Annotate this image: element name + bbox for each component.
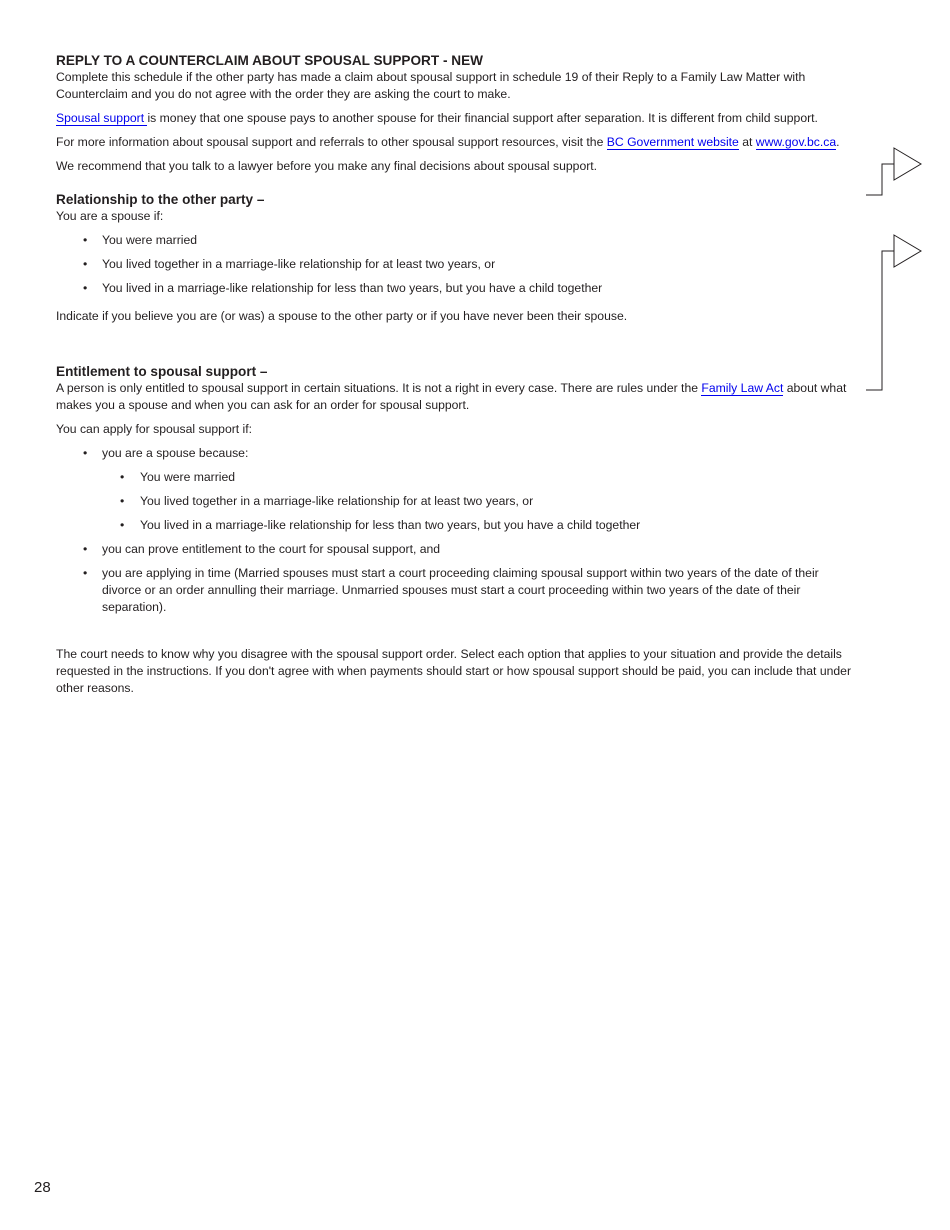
entitlement-text-after: about what makes you a spouse and when you can ask for an order for spousal support. bbox=[56, 381, 847, 412]
list-item: • you are applying in time (Married spouses must start a court proceeding claiming spousal support within two years of the date of their divorce or an order annulling their marriage. Unmarried spouses must start a court proceeding within two years of the date of their separation). bbox=[56, 565, 856, 616]
info-text-before: For more information about spousal support and referrals to other spousal support resources, visit the bbox=[56, 135, 607, 149]
spouse-criteria-list bbox=[56, 469, 856, 534]
gov-bc-ca-link[interactable]: www.gov.bc.ca bbox=[755, 135, 837, 149]
definition-text: is money that one spouse pays to another spouse for their financial support after separation. It is different from child support. bbox=[147, 111, 818, 125]
entitlement-heading: Entitlement to spousal support – bbox=[56, 364, 268, 379]
relationship-list bbox=[56, 232, 856, 297]
relationship-heading: Relationship to the other party – bbox=[56, 192, 265, 207]
list-item bbox=[56, 445, 856, 534]
list-item-text: you are a spouse because: bbox=[102, 446, 249, 460]
entitlement-paragraph bbox=[56, 380, 856, 414]
document-body bbox=[56, 52, 856, 697]
list-item: • You lived together in a marriage-like relationship for at least two years, or bbox=[56, 256, 856, 273]
entitlement-list bbox=[56, 445, 856, 616]
page-title: REPLY TO A COUNTERCLAIM ABOUT SPOUSAL SUPPORT - NEW bbox=[56, 53, 483, 68]
list-item: • You lived in a marriage-like relationship for less than two years, but you have a child together bbox=[56, 517, 856, 534]
list-item: • You lived in a marriage-like relationship for less than two years, but you have a child together bbox=[56, 280, 856, 297]
closing-paragraph: The court needs to know why you disagree with the spousal support order. Select each option that applies to your situation and provide the details requested in the instructions. If you don't agree with when payments should start or how spousal support should be paid, you can include that under other reasons. bbox=[56, 647, 852, 695]
relationship-lead: You are a spouse if: bbox=[56, 209, 164, 223]
entitlement-text-before: A person is only entitled to spousal support in certain situations. It is not a right in every case. There are rules under the bbox=[56, 381, 702, 395]
info-paragraph bbox=[56, 134, 856, 151]
bracket-arrow-icon[interactable] bbox=[866, 146, 926, 198]
list-item: • You lived together in a marriage-like relationship for at least two years, or bbox=[56, 493, 856, 510]
bc-government-link[interactable]: BC Government website bbox=[606, 135, 739, 149]
intro-paragraph: Complete this schedule if the other party has made a claim about spousal support in schedule 19 of their Reply to a Family Law Matter with Counterclaim and you do not agree with the order they are asking the court to make. bbox=[56, 70, 806, 101]
list-item: • You were married bbox=[56, 469, 856, 486]
entitlement-lead: You can apply for spousal support if: bbox=[56, 422, 253, 436]
spousal-support-link[interactable]: Spousal support bbox=[56, 111, 148, 125]
list-item: • you can prove entitlement to the court for spousal support, and bbox=[56, 541, 856, 558]
page-number: 28 bbox=[34, 1179, 51, 1196]
family-law-act-link[interactable]: Family Law Act bbox=[701, 381, 784, 395]
list-item: • You were married bbox=[56, 232, 856, 249]
info-text-after: . bbox=[836, 135, 840, 149]
bracket-arrow-icon[interactable] bbox=[866, 233, 926, 393]
recommend-paragraph: We recommend that you talk to a lawyer before you make any final decisions about spousal support. bbox=[56, 159, 598, 173]
definition-paragraph bbox=[56, 110, 856, 127]
relationship-instruction: Indicate if you believe you are (or was) a spouse to the other party or if you have never been their spouse. bbox=[56, 309, 628, 323]
info-text-middle: at bbox=[738, 135, 756, 149]
